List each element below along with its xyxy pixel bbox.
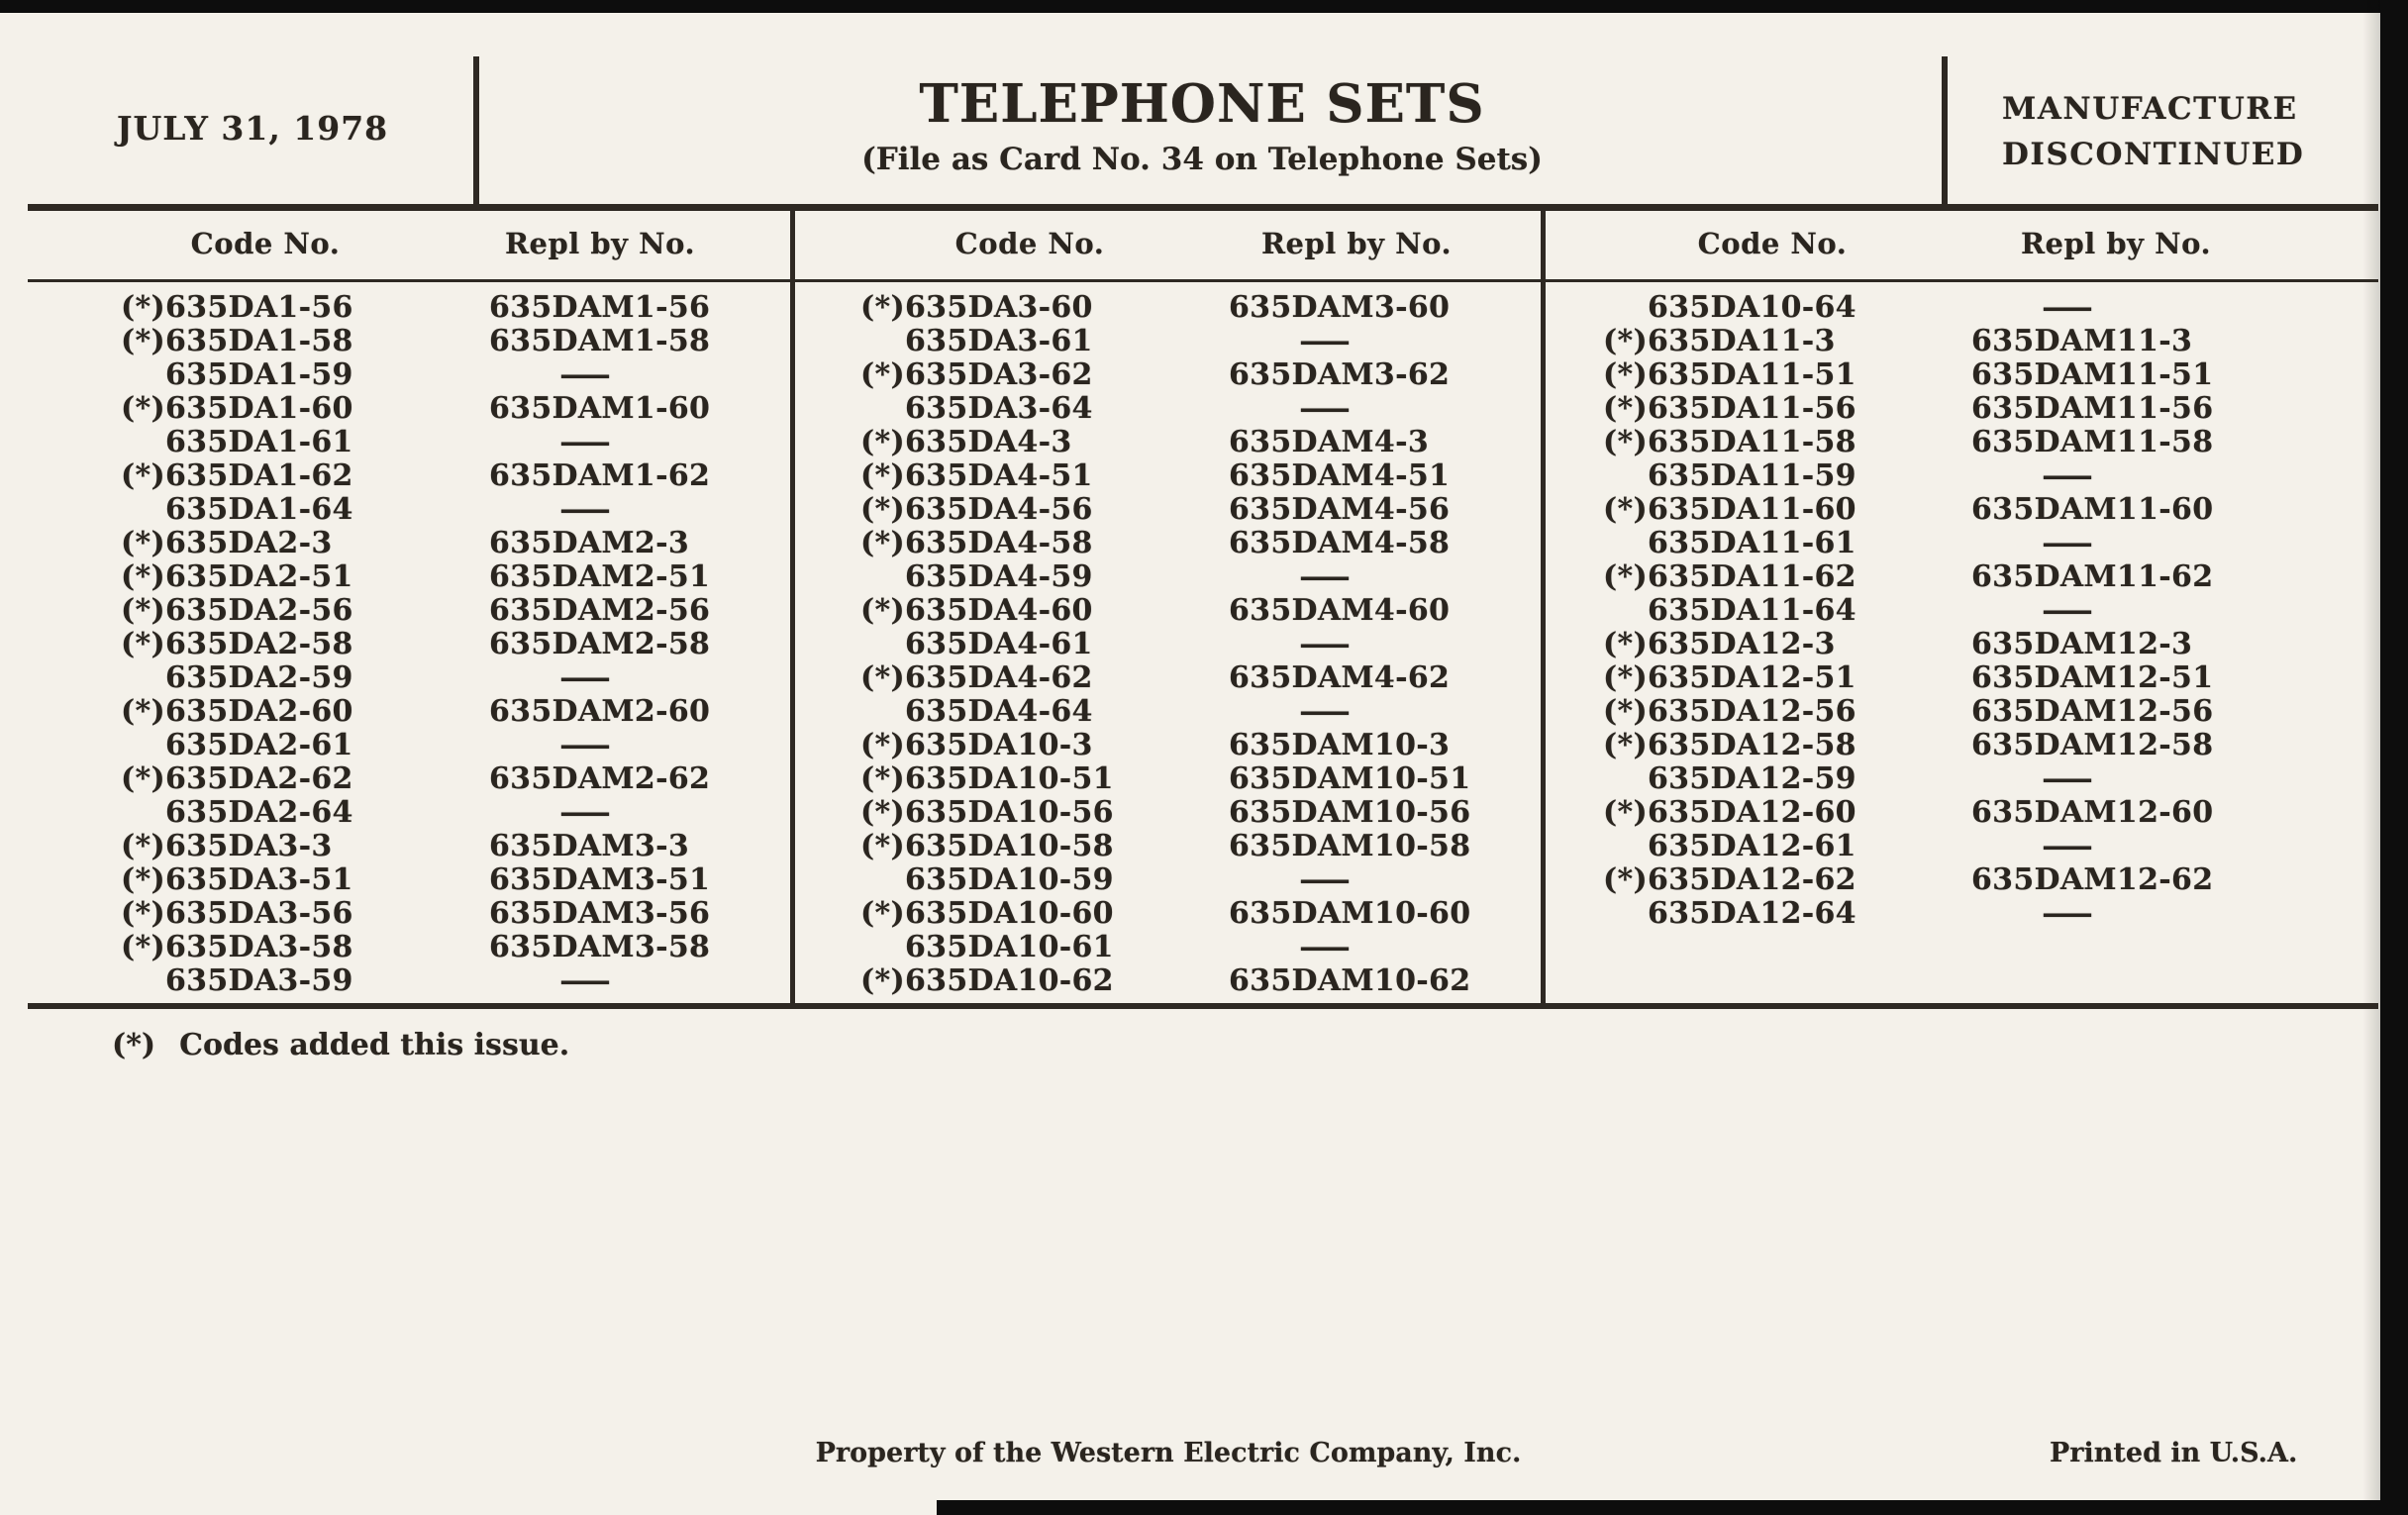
table-row	[795, 964, 1541, 998]
codes-added-marker: (*)	[1603, 694, 1648, 729]
table-row	[795, 358, 1541, 392]
footnote-text: Codes added this issue.	[179, 1028, 570, 1062]
codes-added-marker	[1594, 830, 1648, 863]
repl-cell: 635DAM1-62	[489, 458, 711, 493]
codes-added-marker: (*)	[121, 896, 165, 931]
no-replacement-dash: —	[2041, 829, 2095, 863]
codes-added-marker: (*)	[1603, 357, 1648, 392]
code-cell: 635DA11-64	[1648, 593, 1856, 628]
table-row	[1546, 594, 2378, 628]
code-cell: 635DA11-62	[1648, 559, 1856, 594]
table-row	[795, 493, 1541, 527]
code-cell: 635DA2-56	[165, 593, 353, 628]
repl-cell: 635DAM11-51	[1971, 357, 2214, 392]
repl-cell: 635DAM2-3	[489, 526, 690, 560]
codes-added-marker: (*)	[860, 728, 905, 762]
code-cell: 635DA10-56	[905, 795, 1114, 830]
table-row	[1546, 897, 2378, 931]
repl-cell	[1971, 897, 2378, 931]
code-cell: 635DA12-59	[1648, 761, 1856, 796]
code-cell: 635DA11-58	[1648, 425, 1856, 459]
repl-cell	[1971, 830, 2378, 863]
repl-cell	[1971, 291, 2378, 325]
footer-property: Property of the Western Electric Company, Inc.	[815, 1438, 1522, 1468]
codes-added-marker: (*)	[860, 761, 905, 796]
code-cell: 635DA11-60	[1648, 492, 1856, 527]
codes-added-marker	[1594, 897, 1648, 931]
code-cell: 635DA11-59	[1648, 458, 1856, 493]
code-group-1	[28, 291, 790, 998]
codes-added-marker: (*)	[860, 829, 905, 863]
repl-cell: 635DAM10-3	[1229, 728, 1451, 762]
no-replacement-dash: —	[2041, 593, 2095, 628]
no-replacement-dash: —	[2041, 458, 2095, 493]
table-row	[795, 897, 1541, 931]
status-manufacture: MANUFACTURE	[2002, 91, 2298, 127]
repl-cell: 635DAM12-62	[1971, 862, 2214, 897]
table-row	[28, 493, 790, 527]
table-row	[28, 729, 790, 762]
code-cell: 635DA12-3	[1648, 627, 1836, 661]
table-row	[1546, 291, 2378, 325]
table-row	[795, 729, 1541, 762]
no-replacement-dash: —	[1298, 930, 1353, 964]
table-row	[28, 964, 790, 998]
repl-cell	[1229, 628, 1541, 661]
codes-added-marker	[852, 863, 905, 897]
status-discontinued: DISCONTINUED	[2002, 137, 2305, 172]
no-replacement-dash: —	[2041, 290, 2095, 325]
table-row	[795, 830, 1541, 863]
code-cell: 635DA4-62	[905, 660, 1093, 695]
card-title: TELEPHONE SETS	[919, 73, 1485, 135]
table-row	[795, 459, 1541, 493]
table-row	[1546, 628, 2378, 661]
column-header-rule	[28, 279, 2378, 282]
repl-cell: 635DAM3-58	[489, 930, 711, 964]
repl-cell: 635DAM10-62	[1229, 963, 1471, 998]
codes-added-marker: (*)	[860, 492, 905, 527]
table-row	[795, 527, 1541, 560]
codes-added-marker	[112, 661, 165, 695]
table-row	[795, 392, 1541, 426]
codes-added-marker	[852, 695, 905, 729]
column-header-repl: Repl by No.	[1260, 227, 1453, 260]
repl-cell: 635DAM11-58	[1971, 425, 2214, 459]
repl-cell	[1229, 863, 1541, 897]
table-row	[1546, 392, 2378, 426]
repl-cell: 635DAM3-62	[1229, 357, 1451, 392]
card-date: JULY 31, 1978	[116, 109, 389, 148]
table-row	[795, 931, 1541, 964]
table-row	[1546, 325, 2378, 358]
table-row	[28, 661, 790, 695]
table-row	[1546, 830, 2378, 863]
repl-cell: 635DAM2-56	[489, 593, 711, 628]
code-cell: 635DA3-61	[905, 324, 1093, 358]
repl-cell: 635DAM4-56	[1229, 492, 1451, 527]
code-cell: 635DA3-58	[165, 930, 353, 964]
repl-cell: 635DAM1-58	[489, 324, 711, 358]
code-cell: 635DA12-58	[1648, 728, 1856, 762]
repl-cell: 635DAM4-58	[1229, 526, 1451, 560]
codes-added-marker: (*)	[121, 391, 165, 426]
repl-cell: 635DAM12-58	[1971, 728, 2214, 762]
table-row	[1546, 358, 2378, 392]
table-row	[795, 796, 1541, 830]
codes-added-marker: (*)	[121, 761, 165, 796]
table-row	[28, 459, 790, 493]
code-cell: 635DA4-3	[905, 425, 1072, 459]
repl-cell	[1229, 695, 1541, 729]
codes-added-marker: (*)	[1603, 795, 1648, 830]
code-cell: 635DA2-64	[165, 795, 353, 830]
table-row	[1546, 560, 2378, 594]
codes-added-marker	[1594, 527, 1648, 560]
codes-added-marker: (*)	[1603, 559, 1648, 594]
no-replacement-dash: —	[558, 963, 613, 998]
repl-cell	[489, 493, 790, 527]
codes-added-marker	[852, 392, 905, 426]
no-replacement-dash: —	[1298, 559, 1353, 594]
repl-cell: 635DAM10-56	[1229, 795, 1471, 830]
table-row	[28, 594, 790, 628]
no-replacement-dash: —	[558, 492, 613, 527]
code-cell: 635DA11-51	[1648, 357, 1856, 392]
code-cell: 635DA4-51	[905, 458, 1093, 493]
repl-cell	[1229, 931, 1541, 964]
codes-added-marker	[1594, 594, 1648, 628]
code-cell: 635DA3-62	[905, 357, 1093, 392]
repl-cell: 635DAM3-60	[1229, 290, 1451, 325]
table-row	[795, 291, 1541, 325]
codes-added-marker	[112, 358, 165, 392]
code-cell: 635DA10-62	[905, 963, 1114, 998]
repl-cell: 635DAM3-51	[489, 862, 711, 897]
table-row	[795, 426, 1541, 459]
code-cell: 635DA1-58	[165, 324, 353, 358]
codes-added-marker	[112, 964, 165, 998]
code-group-2	[795, 291, 1541, 998]
codes-added-marker: (*)	[1603, 728, 1648, 762]
repl-cell: 635DAM3-3	[489, 829, 690, 863]
code-cell: 635DA3-59	[165, 963, 353, 998]
repl-cell	[1971, 594, 2378, 628]
code-cell: 635DA10-59	[905, 862, 1114, 897]
repl-cell: 635DAM3-56	[489, 896, 711, 931]
no-replacement-dash: —	[1298, 694, 1353, 729]
card-subtitle: (File as Card No. 34 on Telephone Sets)	[861, 142, 1543, 177]
table-row	[28, 863, 790, 897]
repl-cell: 635DAM1-60	[489, 391, 711, 426]
repl-cell	[489, 358, 790, 392]
table-row	[1546, 863, 2378, 897]
code-cell: 635DA2-60	[165, 694, 353, 729]
repl-cell: 635DAM4-60	[1229, 593, 1451, 628]
no-replacement-dash: —	[558, 660, 613, 695]
repl-cell: 635DAM12-56	[1971, 694, 2214, 729]
code-cell: 635DA1-56	[165, 290, 353, 325]
code-cell: 635DA10-3	[905, 728, 1093, 762]
table-row	[1546, 527, 2378, 560]
code-cell: 635DA2-58	[165, 627, 353, 661]
repl-cell	[1229, 325, 1541, 358]
code-cell: 635DA4-61	[905, 627, 1093, 661]
repl-cell: 635DAM11-56	[1971, 391, 2214, 426]
repl-cell: 635DAM12-51	[1971, 660, 2214, 695]
codes-added-marker: (*)	[121, 829, 165, 863]
repl-cell: 635DAM10-51	[1229, 761, 1471, 796]
code-cell: 635DA3-3	[165, 829, 333, 863]
repl-cell: 635DAM2-62	[489, 761, 711, 796]
codes-added-marker	[852, 628, 905, 661]
repl-cell: 635DAM11-62	[1971, 559, 2214, 594]
no-replacement-dash: —	[2041, 896, 2095, 931]
table-row	[1546, 661, 2378, 695]
no-replacement-dash: —	[2041, 761, 2095, 796]
codes-added-marker: (*)	[860, 593, 905, 628]
code-cell: 635DA12-51	[1648, 660, 1856, 695]
code-cell: 635DA2-59	[165, 660, 353, 695]
table-row	[28, 527, 790, 560]
table-bottom-rule	[28, 1003, 2378, 1009]
code-cell: 635DA11-61	[1648, 526, 1856, 560]
codes-added-marker: (*)	[121, 593, 165, 628]
table-row	[1546, 762, 2378, 796]
table-row	[28, 830, 790, 863]
repl-cell	[1229, 560, 1541, 594]
codes-added-marker: (*)	[860, 660, 905, 695]
codes-added-marker: (*)	[121, 627, 165, 661]
table-row	[795, 863, 1541, 897]
scan-edge-bottom	[937, 1500, 2408, 1515]
code-cell: 635DA10-64	[1648, 290, 1856, 325]
code-cell: 635DA2-62	[165, 761, 353, 796]
code-cell: 635DA3-64	[905, 391, 1093, 426]
code-cell: 635DA2-51	[165, 559, 353, 594]
code-cell: 635DA12-56	[1648, 694, 1856, 729]
table-row	[28, 695, 790, 729]
footer-printed: Printed in U.S.A.	[2050, 1438, 2298, 1468]
column-header-code: Code No.	[1697, 227, 1848, 260]
table-row	[28, 392, 790, 426]
repl-cell	[1971, 527, 2378, 560]
no-replacement-dash: —	[1298, 627, 1353, 661]
codes-added-marker	[1594, 291, 1648, 325]
codes-added-marker: (*)	[1603, 627, 1648, 661]
repl-cell: 635DAM11-60	[1971, 492, 2214, 527]
codes-added-marker: (*)	[860, 357, 905, 392]
table-row	[28, 897, 790, 931]
repl-cell: 635DAM10-58	[1229, 829, 1471, 863]
header-divider-left	[473, 56, 479, 205]
code-cell: 635DA1-64	[165, 492, 353, 527]
repl-cell: 635DAM12-60	[1971, 795, 2214, 830]
repl-cell	[489, 729, 790, 762]
no-replacement-dash: —	[1298, 391, 1353, 426]
code-cell: 635DA10-51	[905, 761, 1114, 796]
codes-added-marker: (*)	[121, 526, 165, 560]
table-row	[795, 762, 1541, 796]
header-divider-right	[1942, 56, 1948, 205]
no-replacement-dash: —	[2041, 526, 2095, 560]
code-cell: 635DA4-58	[905, 526, 1093, 560]
codes-added-marker: (*)	[860, 963, 905, 998]
codes-added-marker	[112, 796, 165, 830]
column-header-code: Code No.	[954, 227, 1105, 260]
no-replacement-dash: —	[1298, 324, 1353, 358]
code-cell: 635DA2-3	[165, 526, 333, 560]
codes-added-marker: (*)	[112, 1028, 156, 1062]
column-header-repl: Repl by No.	[2020, 227, 2212, 260]
no-replacement-dash: —	[558, 728, 613, 762]
no-replacement-dash: —	[558, 425, 613, 459]
codes-added-marker: (*)	[860, 290, 905, 325]
table-row	[795, 695, 1541, 729]
scan-edge-top	[0, 0, 2408, 13]
code-cell: 635DA1-60	[165, 391, 353, 426]
code-cell: 635DA1-59	[165, 357, 353, 392]
scan-edge-right	[2380, 0, 2408, 1515]
code-cell: 635DA10-60	[905, 896, 1114, 931]
table-row	[28, 560, 790, 594]
repl-cell	[489, 796, 790, 830]
table-row	[1546, 459, 2378, 493]
table-row	[795, 325, 1541, 358]
codes-added-marker	[112, 426, 165, 459]
repl-cell: 635DAM2-60	[489, 694, 711, 729]
codes-added-marker	[852, 560, 905, 594]
codes-added-marker: (*)	[860, 425, 905, 459]
codes-added-marker: (*)	[121, 862, 165, 897]
codes-added-marker	[112, 493, 165, 527]
code-cell: 635DA12-64	[1648, 896, 1856, 931]
codes-added-marker	[112, 729, 165, 762]
table-row	[28, 291, 790, 325]
repl-cell	[1229, 392, 1541, 426]
table-row	[1546, 493, 2378, 527]
code-cell: 635DA4-59	[905, 559, 1093, 594]
codes-added-marker: (*)	[860, 896, 905, 931]
repl-cell: 635DAM2-58	[489, 627, 711, 661]
code-cell: 635DA12-61	[1648, 829, 1856, 863]
table-row	[28, 796, 790, 830]
table-top-rule	[28, 204, 2378, 211]
codes-added-marker: (*)	[121, 930, 165, 964]
codes-added-marker: (*)	[860, 795, 905, 830]
code-cell: 635DA10-58	[905, 829, 1114, 863]
codes-added-marker: (*)	[1603, 425, 1648, 459]
table-row	[1546, 729, 2378, 762]
table-row	[795, 628, 1541, 661]
table-row	[28, 762, 790, 796]
table-row	[1546, 695, 2378, 729]
code-cell: 635DA3-51	[165, 862, 353, 897]
table-row	[28, 931, 790, 964]
table-row	[795, 661, 1541, 695]
repl-cell: 635DAM1-56	[489, 290, 711, 325]
code-cell: 635DA10-61	[905, 930, 1114, 964]
codes-added-marker: (*)	[121, 458, 165, 493]
code-cell: 635DA12-62	[1648, 862, 1856, 897]
table-row	[1546, 796, 2378, 830]
repl-cell	[489, 661, 790, 695]
code-cell: 635DA11-3	[1648, 324, 1836, 358]
repl-cell	[1971, 762, 2378, 796]
repl-cell	[1971, 459, 2378, 493]
codes-added-marker	[1594, 762, 1648, 796]
codes-added-marker	[1594, 459, 1648, 493]
footnote	[112, 1028, 569, 1062]
codes-added-marker: (*)	[1603, 660, 1648, 695]
code-cell: 635DA2-61	[165, 728, 353, 762]
codes-added-marker	[852, 325, 905, 358]
codes-added-marker	[852, 931, 905, 964]
code-cell: 635DA4-60	[905, 593, 1093, 628]
codes-added-marker: (*)	[1603, 862, 1648, 897]
code-cell: 635DA3-56	[165, 896, 353, 931]
code-cell: 635DA1-61	[165, 425, 353, 459]
repl-cell: 635DAM4-62	[1229, 660, 1451, 695]
repl-cell	[489, 426, 790, 459]
repl-cell	[489, 964, 790, 998]
code-cell: 635DA11-56	[1648, 391, 1856, 426]
no-replacement-dash: —	[1298, 862, 1353, 897]
table-row	[28, 358, 790, 392]
column-header-repl: Repl by No.	[504, 227, 696, 260]
codes-added-marker: (*)	[121, 694, 165, 729]
code-cell: 635DA4-56	[905, 492, 1093, 527]
table-row	[28, 628, 790, 661]
repl-cell: 635DAM4-3	[1229, 425, 1430, 459]
codes-added-marker: (*)	[1603, 324, 1648, 358]
table-row	[795, 560, 1541, 594]
table-row	[28, 325, 790, 358]
repl-cell: 635DAM4-51	[1229, 458, 1451, 493]
codes-added-marker: (*)	[121, 290, 165, 325]
column-header-code: Code No.	[190, 227, 341, 260]
repl-cell: 635DAM11-3	[1971, 324, 2193, 358]
codes-added-marker: (*)	[121, 559, 165, 594]
table-row	[795, 594, 1541, 628]
code-group-3	[1546, 291, 2378, 931]
code-cell: 635DA4-64	[905, 694, 1093, 729]
no-replacement-dash: —	[558, 795, 613, 830]
repl-cell: 635DAM12-3	[1971, 627, 2193, 661]
code-cell: 635DA3-60	[905, 290, 1093, 325]
codes-added-marker: (*)	[860, 526, 905, 560]
codes-added-marker: (*)	[121, 324, 165, 358]
table-row	[1546, 426, 2378, 459]
code-cell: 635DA1-62	[165, 458, 353, 493]
code-cell: 635DA12-60	[1648, 795, 1856, 830]
table-row	[28, 426, 790, 459]
no-replacement-dash: —	[558, 357, 613, 392]
codes-added-marker: (*)	[1603, 391, 1648, 426]
repl-cell: 635DAM10-60	[1229, 896, 1471, 931]
repl-cell: 635DAM2-51	[489, 559, 711, 594]
codes-added-marker: (*)	[1603, 492, 1648, 527]
codes-added-marker: (*)	[860, 458, 905, 493]
